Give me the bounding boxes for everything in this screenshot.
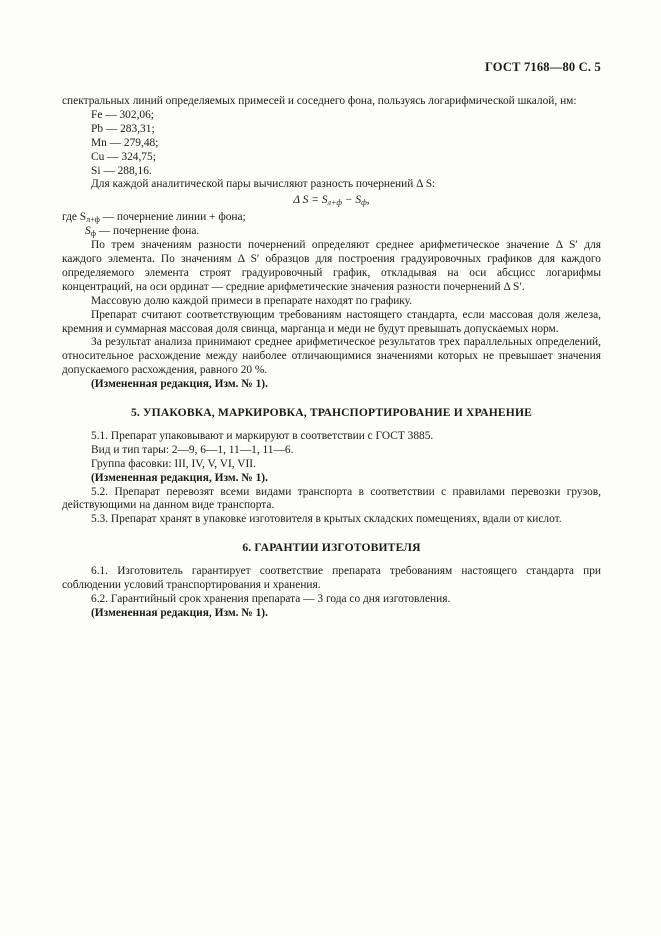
- where-line-1: [62, 211, 601, 225]
- packing-group: Группа фасовки: III, IV, V, VI, VII.: [91, 457, 256, 470]
- paragraph-compliance: Препарат считают соответствующим требованиям настоящего стандарта, если массовая доля железа, кремния и суммарная массовая доля свинца, марганца и меди не будут превышать допускаемых норм.: [62, 308, 601, 335]
- where-sub1: л+ф: [86, 215, 100, 225]
- clause-5-1: 5.1. Препарат упаковывают и маркируют в соответствии с ГОСТ 3885.: [91, 429, 434, 442]
- where-sub2: ф: [90, 229, 96, 239]
- clause-6-2: 6.2. Гарантийный срок хранения препарата — 3 года со дня изготовления.: [91, 593, 451, 605]
- element-mn: Mn — 279,48;: [91, 136, 159, 149]
- where-prefix: где S: [62, 211, 87, 224]
- page-header: ГОСТ 7168—80 С. 5: [484, 60, 601, 74]
- formula: [62, 194, 601, 208]
- document-body: [62, 95, 601, 621]
- element-cu: Cu — 324,75;: [91, 150, 156, 163]
- where-line-2: [62, 225, 601, 239]
- paragraph-mass-fraction: Массовую долю каждой примеси в препарате находят по графику.: [91, 294, 413, 307]
- element-si: Si — 288,16.: [91, 164, 152, 177]
- tara-type: Вид и тип тары: 2—9, 6—1, 11—1, 11—6.: [91, 443, 294, 456]
- intro-line: спектральных линий определяемых примесей и соседнего фона, пользуясь логарифмической шкалой, нм:: [62, 95, 577, 107]
- paragraph-result: За результат анализа принимают среднее арифметическое результатов трех параллельных определений, относительное расхождение между наиболее отличающимися значениями которых не превышает значения допускаемого расхождения, равного 20 %.: [62, 336, 601, 377]
- clause-5-3: 5.3. Препарат хранят в упаковке изготовителя в крытых складских помещениях, вдали от кислот.: [91, 513, 562, 526]
- where-text2: — почернение фона.: [95, 225, 200, 238]
- where-s2: S: [85, 225, 91, 238]
- edit-note-1: (Измененная редакция, Изм. № 1).: [91, 378, 268, 391]
- section-5-title: 5. УПАКОВКА, МАРКИРОВКА, ТРАНСПОРТИРОВАНИЕ И ХРАНЕНИЕ: [130, 406, 532, 420]
- pair-text: Для каждой аналитической пары вычисляют разность почернений Δ S:: [91, 178, 436, 191]
- element-fe: Fe — 302,06;: [91, 108, 154, 121]
- clause-6-1: 6.1. Изготовитель гарантирует соответствие препарата требованиям настоящего стандарта при соблюдении условий транспортирования и хранения.: [62, 565, 601, 592]
- clause-5-2: 5.2. Препарат перевозят всеми видами транспорта в соответствии с правилами перевозки грузов, действующими на данном виде транспорта.: [62, 485, 601, 512]
- edit-note-5: (Измененная редакция, Изм. № 1).: [91, 471, 268, 484]
- formula-end: ,: [366, 194, 370, 207]
- formula-sub2: ф: [361, 198, 367, 208]
- element-pb: Pb — 283,31;: [91, 122, 155, 135]
- formula-lhs: Δ S = S: [293, 194, 328, 207]
- paragraph-mean-value: По трем значениям разности почернений определяют среднее арифметическое значение Δ S′ для каждого элемента. По значениям Δ S′ образцов для построения градуировочных графиков для каждого определяемого элемента строят градуировочный график, откладывая на оси абсцисс логарифмы концентраций, на оси ординат — средние арифметические значения разности почернений Δ S′.: [62, 239, 601, 293]
- element-list: [62, 109, 601, 179]
- edit-note-6: (Измененная редакция, Изм. № 1).: [91, 606, 268, 619]
- formula-sub1: л+ф: [327, 198, 343, 208]
- section-6-title: 6. ГАРАНТИИ ИЗГОТОВИТЕЛЯ: [242, 541, 421, 555]
- where-text1: — почернение линии + фона;: [99, 211, 246, 224]
- formula-mid: − S: [342, 194, 362, 207]
